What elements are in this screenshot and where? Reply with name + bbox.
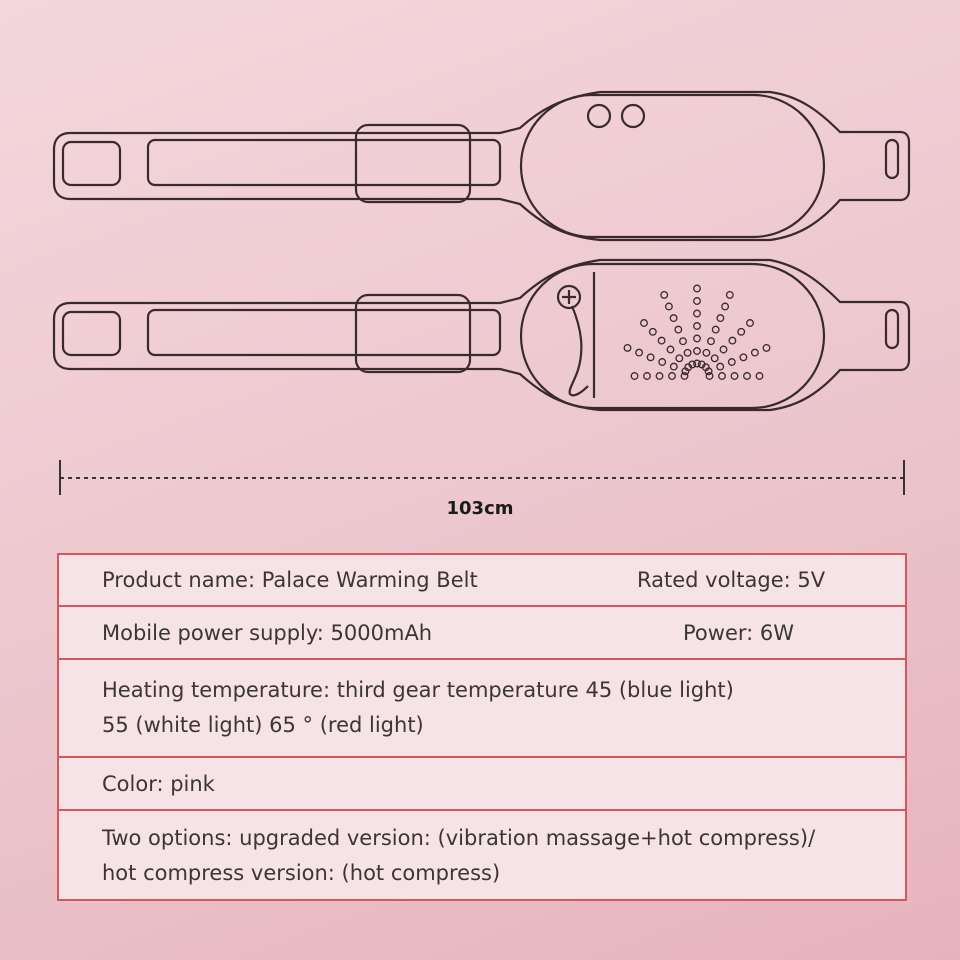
belt-front-right-loop [886, 140, 898, 178]
heat-dot [752, 349, 759, 356]
heat-dot [729, 337, 736, 344]
heat-dot [669, 373, 676, 380]
heat-dot [717, 363, 724, 370]
heat-dot [631, 373, 638, 380]
spec-row-heating [59, 660, 905, 758]
heat-dot [747, 320, 754, 327]
belt-front-slot [148, 140, 500, 185]
heat-dot [667, 346, 674, 353]
mode-button-icon [622, 105, 644, 127]
spec-table [57, 553, 907, 901]
length-label: 103cm [446, 498, 514, 519]
heat-dot [694, 310, 701, 317]
heat-dot [684, 350, 691, 357]
belt-back-end-loop [63, 312, 120, 355]
belt-front-view [54, 92, 909, 240]
heat-dot [711, 355, 718, 362]
belt-back-view [54, 260, 909, 410]
options-line-2: hot compress version: (hot compress) [102, 861, 501, 885]
belt-back-slot [148, 310, 500, 355]
belt-front-buckle [356, 125, 470, 202]
options-line-1: Two options: upgraded version: (vibration massage+hot compress)/ [102, 826, 816, 850]
heat-dot [740, 354, 747, 361]
heating-text [102, 673, 734, 743]
spec-row-color [59, 758, 905, 811]
heat-dot [706, 373, 713, 380]
spec-row-options [59, 811, 905, 899]
heating-line-2: 55 (white light) 65 ° (red light) [102, 713, 424, 737]
heat-dot [676, 355, 683, 362]
heat-dot [703, 350, 710, 357]
heat-dot [680, 338, 687, 345]
belt-back-strap [54, 260, 909, 410]
belt-back-buckle [356, 295, 470, 372]
heat-dot [694, 298, 701, 305]
heat-dot [744, 373, 751, 380]
heat-dot [712, 326, 719, 333]
heat-dot [624, 345, 631, 352]
heat-dot [641, 320, 648, 327]
heat-dot [720, 346, 727, 353]
heat-dot [708, 338, 715, 345]
heat-dot [658, 337, 665, 344]
heat-dot [729, 359, 736, 366]
color-text: Color: pink [102, 771, 215, 796]
heat-dot [675, 326, 682, 333]
belt-back-right-loop [886, 310, 898, 348]
heat-dot [659, 359, 666, 366]
heat-dot [650, 329, 657, 336]
belt-front-end-loop [63, 142, 120, 185]
options-text [102, 821, 815, 891]
heat-dot [694, 323, 701, 330]
heat-dot [656, 373, 663, 380]
rated-voltage-text: Rated voltage: 5V [637, 568, 826, 592]
heat-dot [738, 329, 745, 336]
heating-dots-icon [624, 285, 770, 379]
heat-dot [694, 285, 701, 292]
belt-front-strap [54, 92, 909, 240]
heat-dot [717, 315, 724, 322]
heat-dot [719, 373, 726, 380]
heat-dot [661, 292, 668, 299]
heat-dot [670, 315, 677, 322]
heat-dot [756, 373, 763, 380]
cable-icon [570, 306, 588, 395]
heat-dot [694, 348, 701, 355]
spec-row-product [59, 555, 905, 607]
heat-dot [727, 292, 734, 299]
heating-line-1: Heating temperature: third gear temperature 45 (blue light) [102, 678, 734, 702]
heat-dot [671, 363, 678, 370]
product-name-text: Product name: Palace Warming Belt [102, 568, 478, 592]
power-button-icon [588, 105, 610, 127]
heat-dot [644, 373, 651, 380]
heat-dot [647, 354, 654, 361]
heat-dot [731, 373, 738, 380]
power-text: Power: 6W [683, 620, 794, 645]
heat-dot [694, 335, 701, 342]
spec-row-power [59, 607, 905, 660]
heat-dot [666, 303, 673, 310]
mobile-power-text: Mobile power supply: 5000mAh [102, 620, 433, 645]
belt-front-pad [521, 95, 824, 237]
dimension-line [60, 460, 904, 495]
heat-dot [722, 303, 729, 310]
heat-dot [636, 349, 643, 356]
heat-dot [763, 345, 770, 352]
